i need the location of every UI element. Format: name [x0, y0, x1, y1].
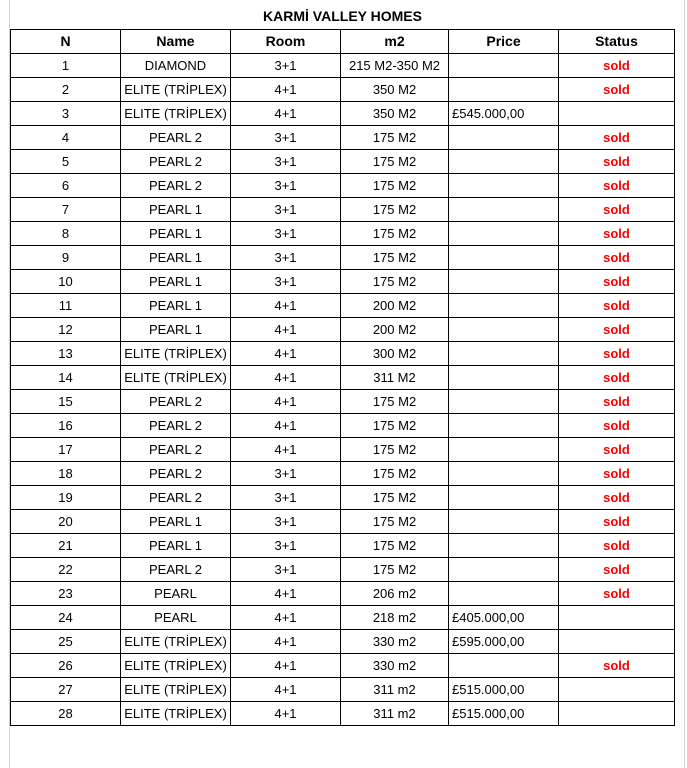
cell-price[interactable]: £545.000,00 — [449, 101, 559, 125]
cell-room[interactable]: 3+1 — [231, 149, 341, 173]
cell-status[interactable]: sold — [559, 341, 675, 365]
cell-name[interactable]: ELITE (TRİPLEX) — [121, 677, 231, 701]
cell-room[interactable]: 4+1 — [231, 653, 341, 677]
cell-room[interactable]: 3+1 — [231, 221, 341, 245]
cell-status[interactable]: sold — [559, 413, 675, 437]
cell-status[interactable]: sold — [559, 389, 675, 413]
cell-status[interactable] — [559, 605, 675, 629]
cell-price[interactable] — [449, 437, 559, 461]
cell-room[interactable]: 4+1 — [231, 77, 341, 101]
cell-price[interactable] — [449, 149, 559, 173]
table-row — [11, 317, 675, 341]
cell-m2[interactable]: 311 m2 — [341, 677, 449, 701]
cell-m2[interactable]: 175 M2 — [341, 437, 449, 461]
cell-m2[interactable]: 175 M2 — [341, 461, 449, 485]
cell-status[interactable]: sold — [559, 197, 675, 221]
cell-m2[interactable]: 175 M2 — [341, 149, 449, 173]
cell-name[interactable]: PEARL 1 — [121, 245, 231, 269]
table-row — [11, 413, 675, 437]
cell-n[interactable]: 9 — [11, 245, 121, 269]
header-row — [11, 29, 675, 53]
table-row — [11, 677, 675, 701]
cell-room[interactable]: 3+1 — [231, 245, 341, 269]
cell-name[interactable]: ELITE (TRİPLEX) — [121, 365, 231, 389]
cell-m2[interactable]: 350 M2 — [341, 101, 449, 125]
cell-name[interactable]: PEARL 2 — [121, 413, 231, 437]
cell-n[interactable]: 17 — [11, 437, 121, 461]
table-row — [11, 77, 675, 101]
cell-price[interactable] — [449, 197, 559, 221]
cell-price[interactable]: £515.000,00 — [449, 677, 559, 701]
cell-m2[interactable]: 350 M2 — [341, 77, 449, 101]
cell-name[interactable]: PEARL 1 — [121, 533, 231, 557]
cell-status[interactable]: sold — [559, 581, 675, 605]
cell-status[interactable] — [559, 101, 675, 125]
cell-name[interactable]: PEARL 2 — [121, 485, 231, 509]
cell-status[interactable]: sold — [559, 221, 675, 245]
cell-n[interactable]: 7 — [11, 197, 121, 221]
cell-price[interactable] — [449, 293, 559, 317]
table-row — [11, 557, 675, 581]
cell-price[interactable] — [449, 341, 559, 365]
cell-price[interactable] — [449, 581, 559, 605]
cell-price[interactable] — [449, 485, 559, 509]
cell-n[interactable]: 15 — [11, 389, 121, 413]
cell-name[interactable]: PEARL 2 — [121, 173, 231, 197]
cell-n[interactable]: 20 — [11, 509, 121, 533]
cell-room[interactable]: 4+1 — [231, 365, 341, 389]
cell-name[interactable]: PEARL 2 — [121, 557, 231, 581]
cell-room[interactable]: 4+1 — [231, 341, 341, 365]
cell-status[interactable]: sold — [559, 437, 675, 461]
header-room[interactable]: Room — [231, 29, 341, 53]
cell-m2[interactable]: 175 M2 — [341, 173, 449, 197]
header-name[interactable]: Name — [121, 29, 231, 53]
cell-m2[interactable]: 175 M2 — [341, 245, 449, 269]
cell-name[interactable]: PEARL — [121, 581, 231, 605]
table-row — [11, 533, 675, 557]
cell-n[interactable]: 4 — [11, 125, 121, 149]
cell-name[interactable]: PEARL 1 — [121, 221, 231, 245]
cell-room[interactable]: 4+1 — [231, 629, 341, 653]
cell-room[interactable]: 4+1 — [231, 101, 341, 125]
cell-name[interactable]: ELITE (TRİPLEX) — [121, 701, 231, 725]
table-row — [11, 53, 675, 77]
cell-price[interactable] — [449, 317, 559, 341]
cell-status[interactable]: sold — [559, 77, 675, 101]
cell-m2[interactable]: 330 m2 — [341, 653, 449, 677]
cell-price[interactable] — [449, 77, 559, 101]
cell-room[interactable]: 3+1 — [231, 269, 341, 293]
cell-name[interactable]: PEARL 2 — [121, 149, 231, 173]
table-row — [11, 125, 675, 149]
header-m2[interactable]: m2 — [341, 29, 449, 53]
table-row — [11, 701, 675, 725]
cell-name[interactable]: PEARL 1 — [121, 293, 231, 317]
table-row — [11, 101, 675, 125]
table-row — [11, 509, 675, 533]
cell-price[interactable]: £405.000,00 — [449, 605, 559, 629]
cell-name[interactable]: ELITE (TRİPLEX) — [121, 629, 231, 653]
cell-price[interactable] — [449, 221, 559, 245]
cell-m2[interactable]: 175 M2 — [341, 197, 449, 221]
cell-status[interactable] — [559, 677, 675, 701]
cell-name[interactable]: PEARL 2 — [121, 125, 231, 149]
cell-room[interactable]: 4+1 — [231, 677, 341, 701]
table-row — [11, 629, 675, 653]
cell-m2[interactable]: 175 M2 — [341, 533, 449, 557]
cell-m2[interactable]: 175 M2 — [341, 125, 449, 149]
cell-n[interactable]: 13 — [11, 341, 121, 365]
cell-n[interactable]: 19 — [11, 485, 121, 509]
cell-n[interactable]: 3 — [11, 101, 121, 125]
table-row — [11, 461, 675, 485]
cell-price[interactable] — [449, 365, 559, 389]
cell-n[interactable]: 14 — [11, 365, 121, 389]
cell-room[interactable]: 4+1 — [231, 413, 341, 437]
title-row — [11, 3, 675, 29]
cell-price[interactable] — [449, 125, 559, 149]
table-row — [11, 149, 675, 173]
cell-n[interactable]: 12 — [11, 317, 121, 341]
cell-status[interactable]: sold — [559, 173, 675, 197]
cell-m2[interactable]: 330 m2 — [341, 629, 449, 653]
cell-price[interactable] — [449, 389, 559, 413]
cell-price[interactable] — [449, 557, 559, 581]
cell-room[interactable]: 4+1 — [231, 317, 341, 341]
cell-name[interactable]: PEARL 1 — [121, 197, 231, 221]
cell-n[interactable]: 16 — [11, 413, 121, 437]
cell-room[interactable]: 3+1 — [231, 509, 341, 533]
cell-status[interactable]: sold — [559, 149, 675, 173]
cell-name[interactable]: PEARL 1 — [121, 269, 231, 293]
cell-name[interactable]: ELITE (TRİPLEX) — [121, 341, 231, 365]
cell-n[interactable]: 18 — [11, 461, 121, 485]
cell-n[interactable]: 2 — [11, 77, 121, 101]
cell-price[interactable] — [449, 653, 559, 677]
cell-m2[interactable]: 200 M2 — [341, 317, 449, 341]
cell-m2[interactable]: 311 M2 — [341, 365, 449, 389]
cell-status[interactable]: sold — [559, 125, 675, 149]
cell-name[interactable]: ELITE (TRİPLEX) — [121, 101, 231, 125]
cell-room[interactable]: 3+1 — [231, 197, 341, 221]
cell-m2[interactable]: 218 m2 — [341, 605, 449, 629]
table-row — [11, 485, 675, 509]
cell-price[interactable] — [449, 269, 559, 293]
cell-name[interactable]: PEARL 1 — [121, 509, 231, 533]
cell-name[interactable]: PEARL 2 — [121, 389, 231, 413]
cell-room[interactable]: 4+1 — [231, 437, 341, 461]
cell-room[interactable]: 4+1 — [231, 389, 341, 413]
table-row — [11, 221, 675, 245]
cell-n[interactable]: 22 — [11, 557, 121, 581]
cell-price[interactable] — [449, 53, 559, 77]
cell-room[interactable]: 4+1 — [231, 701, 341, 725]
cell-n[interactable]: 21 — [11, 533, 121, 557]
cell-n[interactable]: 6 — [11, 173, 121, 197]
cell-status[interactable]: sold — [559, 53, 675, 77]
cell-n[interactable]: 28 — [11, 701, 121, 725]
table-row — [11, 173, 675, 197]
cell-status[interactable] — [559, 701, 675, 725]
cell-status[interactable]: sold — [559, 533, 675, 557]
cell-name[interactable]: PEARL 2 — [121, 437, 231, 461]
cell-m2[interactable]: 175 M2 — [341, 221, 449, 245]
cell-room[interactable]: 4+1 — [231, 293, 341, 317]
cell-room[interactable]: 3+1 — [231, 461, 341, 485]
cell-m2[interactable]: 175 M2 — [341, 509, 449, 533]
cell-n[interactable]: 25 — [11, 629, 121, 653]
cell-price[interactable] — [449, 173, 559, 197]
cell-m2[interactable]: 175 M2 — [341, 413, 449, 437]
cell-status[interactable]: sold — [559, 557, 675, 581]
table-row — [11, 245, 675, 269]
table-row — [11, 293, 675, 317]
table-row — [11, 341, 675, 365]
cell-status[interactable] — [559, 629, 675, 653]
cell-n[interactable]: 8 — [11, 221, 121, 245]
table-row — [11, 389, 675, 413]
table-row — [11, 269, 675, 293]
cell-n[interactable]: 27 — [11, 677, 121, 701]
header-n[interactable]: N — [11, 29, 121, 53]
cell-name[interactable]: PEARL — [121, 605, 231, 629]
cell-m2[interactable]: 175 M2 — [341, 269, 449, 293]
cell-room[interactable]: 3+1 — [231, 173, 341, 197]
cell-status[interactable]: sold — [559, 269, 675, 293]
cell-m2[interactable]: 311 m2 — [341, 701, 449, 725]
cell-m2[interactable]: 300 M2 — [341, 341, 449, 365]
cell-n[interactable]: 23 — [11, 581, 121, 605]
cell-room[interactable]: 3+1 — [231, 53, 341, 77]
table-row — [11, 653, 675, 677]
cell-status[interactable]: sold — [559, 293, 675, 317]
cell-status[interactable]: sold — [559, 461, 675, 485]
cell-name[interactable]: DIAMOND — [121, 53, 231, 77]
cell-status[interactable]: sold — [559, 245, 675, 269]
cell-status[interactable]: sold — [559, 365, 675, 389]
cell-m2[interactable]: 215 M2-350 M2 — [341, 53, 449, 77]
cell-name[interactable]: ELITE (TRİPLEX) — [121, 77, 231, 101]
cell-n[interactable]: 11 — [11, 293, 121, 317]
cell-n[interactable]: 10 — [11, 269, 121, 293]
grid-line — [684, 0, 685, 768]
cell-room[interactable]: 3+1 — [231, 557, 341, 581]
header-price[interactable]: Price — [449, 29, 559, 53]
cell-price[interactable] — [449, 245, 559, 269]
cell-name[interactable]: PEARL 1 — [121, 317, 231, 341]
cell-room[interactable]: 3+1 — [231, 533, 341, 557]
table-row — [11, 581, 675, 605]
cell-n[interactable]: 26 — [11, 653, 121, 677]
cell-price[interactable] — [449, 533, 559, 557]
cell-room[interactable]: 3+1 — [231, 485, 341, 509]
cell-room[interactable]: 4+1 — [231, 581, 341, 605]
cell-m2[interactable]: 175 M2 — [341, 557, 449, 581]
cell-price[interactable] — [449, 509, 559, 533]
cell-status[interactable]: sold — [559, 653, 675, 677]
cell-status[interactable]: sold — [559, 317, 675, 341]
cell-price[interactable] — [449, 413, 559, 437]
cell-n[interactable]: 5 — [11, 149, 121, 173]
cell-m2[interactable]: 175 M2 — [341, 485, 449, 509]
cell-status[interactable]: sold — [559, 485, 675, 509]
cell-name[interactable]: ELITE (TRİPLEX) — [121, 653, 231, 677]
cell-m2[interactable]: 200 M2 — [341, 293, 449, 317]
cell-price[interactable]: £595.000,00 — [449, 629, 559, 653]
table-title[interactable]: KARMİ VALLEY HOMES — [11, 3, 675, 29]
cell-room[interactable]: 3+1 — [231, 125, 341, 149]
cell-m2[interactable]: 206 m2 — [341, 581, 449, 605]
cell-n[interactable]: 24 — [11, 605, 121, 629]
table-row — [11, 437, 675, 461]
cell-n[interactable]: 1 — [11, 53, 121, 77]
table-row — [11, 197, 675, 221]
cell-room[interactable]: 4+1 — [231, 605, 341, 629]
cell-price[interactable]: £515.000,00 — [449, 701, 559, 725]
cell-status[interactable]: sold — [559, 509, 675, 533]
header-status[interactable]: Status — [559, 29, 675, 53]
cell-name[interactable]: PEARL 2 — [121, 461, 231, 485]
table-row — [11, 365, 675, 389]
table-row — [11, 605, 675, 629]
cell-m2[interactable]: 175 M2 — [341, 389, 449, 413]
homes-table — [10, 3, 675, 726]
cell-price[interactable] — [449, 461, 559, 485]
